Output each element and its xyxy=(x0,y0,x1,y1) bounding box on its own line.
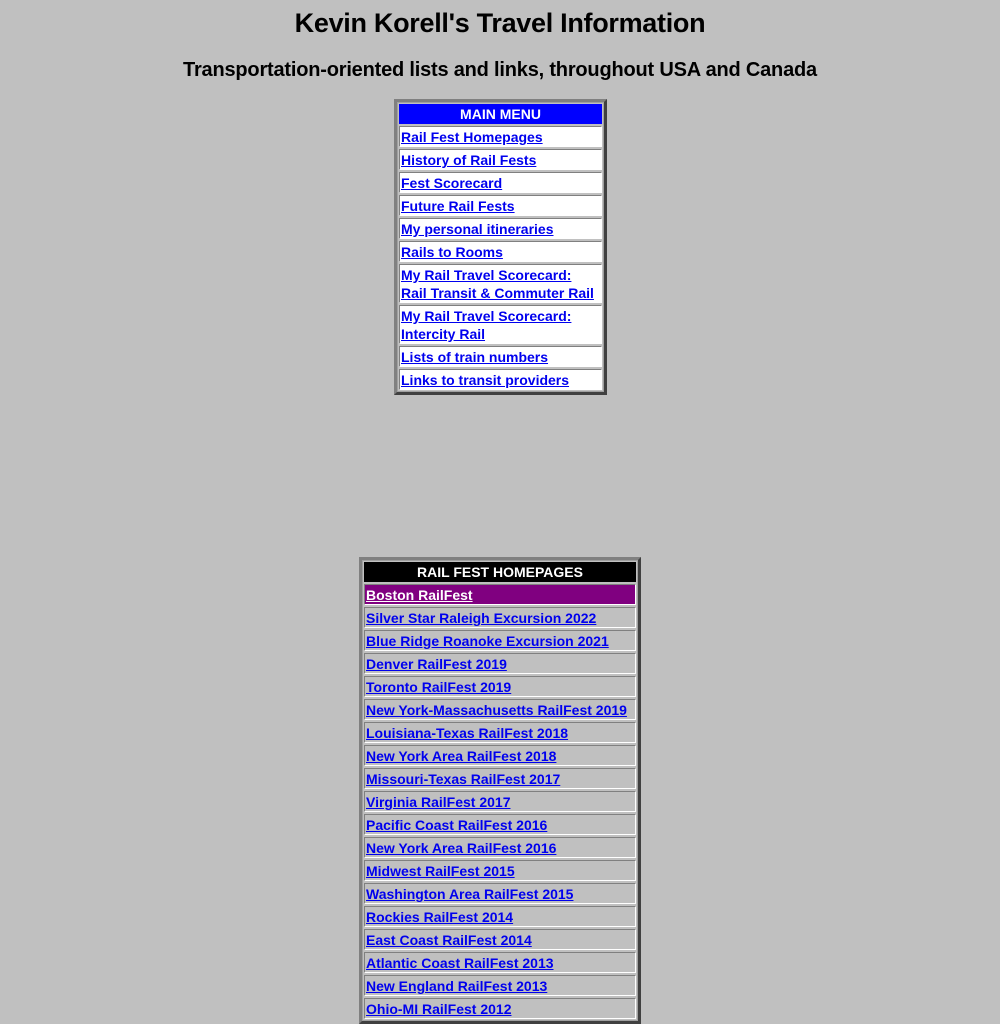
main-menu-link[interactable] xyxy=(401,244,503,260)
railfest-link[interactable]: Missouri-Texas RailFest 2017 xyxy=(366,771,561,787)
railfest-menu-heading: RAIL FEST HOMEPAGES xyxy=(364,562,636,582)
main-menu-link[interactable] xyxy=(401,349,548,365)
railfest-menu-row xyxy=(364,584,636,605)
railfest-link[interactable]: Silver Star Raleigh Excursion 2022 xyxy=(366,610,597,626)
main-menu-cell xyxy=(399,218,602,239)
main-menu-link[interactable] xyxy=(401,198,515,214)
railfest-menu-cell xyxy=(364,837,636,858)
main-menu-row xyxy=(399,218,602,239)
main-menu-heading: MAIN MENU xyxy=(399,104,602,124)
railfest-link[interactable]: Midwest RailFest 2015 xyxy=(366,863,515,879)
railfest-menu-cell xyxy=(364,607,636,628)
main-menu-link-text: Rail Transit & Commuter Rail xyxy=(401,285,594,301)
railfest-link[interactable]: Atlantic Coast RailFest 2013 xyxy=(366,955,554,971)
main-menu-row xyxy=(399,305,602,344)
railfest-menu-cell xyxy=(364,745,636,766)
main-menu-cell xyxy=(399,305,602,344)
railfest-menu-cell xyxy=(364,722,636,743)
railfest-menu-row xyxy=(364,952,636,973)
railfest-link[interactable]: New York Area RailFest 2016 xyxy=(366,840,557,856)
railfest-menu-row xyxy=(364,722,636,743)
railfest-link-active[interactable]: Boston RailFest xyxy=(366,587,473,603)
main-menu-row xyxy=(399,369,602,390)
railfest-link[interactable]: Rockies RailFest 2014 xyxy=(366,909,514,925)
railfest-menu-cell xyxy=(364,791,636,812)
main-menu-link-text: My Rail Travel Scorecard: xyxy=(401,267,572,283)
railfest-menu-row xyxy=(364,745,636,766)
railfest-menu-row xyxy=(364,630,636,651)
railfest-menu-row xyxy=(364,676,636,697)
main-menu-row xyxy=(399,346,602,367)
railfest-link[interactable]: New York-Massachusetts RailFest 2019 xyxy=(366,702,627,718)
main-menu-link[interactable] xyxy=(401,221,554,237)
main-menu-link-text: Future Rail Fests xyxy=(401,198,515,214)
railfest-menu-row xyxy=(364,607,636,628)
railfest-link[interactable]: East Coast RailFest 2014 xyxy=(366,932,532,948)
railfest-link[interactable]: New York Area RailFest 2018 xyxy=(366,748,557,764)
main-menu-cell xyxy=(399,346,602,367)
main-menu-link[interactable] xyxy=(401,152,536,168)
railfest-menu xyxy=(359,557,641,1024)
main-menu-row xyxy=(399,149,602,170)
main-menu-cell xyxy=(399,172,602,193)
railfest-menu-cell xyxy=(364,584,636,605)
main-menu-row xyxy=(399,172,602,193)
main-menu-link-text: Lists of train numbers xyxy=(401,349,549,365)
railfest-menu-cell xyxy=(364,860,636,881)
main-menu-link-text: Rails to Rooms xyxy=(401,244,503,260)
railfest-menu-row xyxy=(364,653,636,674)
main-menu-cell xyxy=(399,149,602,170)
main-menu-cell xyxy=(399,195,602,216)
main-menu xyxy=(394,99,607,395)
railfest-link[interactable]: Pacific Coast RailFest 2016 xyxy=(366,817,548,833)
main-menu-link[interactable] xyxy=(401,175,502,191)
main-menu-link[interactable] xyxy=(401,308,571,342)
main-menu-link[interactable] xyxy=(401,129,543,145)
railfest-menu-cell xyxy=(364,952,636,973)
railfest-menu-row xyxy=(364,860,636,881)
main-menu-row xyxy=(399,126,602,147)
railfest-link[interactable]: Toronto RailFest 2019 xyxy=(366,679,512,695)
main-menu-link-text: Intercity Rail xyxy=(401,326,486,342)
main-menu-cell xyxy=(399,264,602,303)
railfest-link[interactable]: Denver RailFest 2019 xyxy=(366,656,507,672)
main-menu-row xyxy=(399,264,602,303)
railfest-menu-row xyxy=(364,837,636,858)
railfest-link[interactable]: Louisiana-Texas RailFest 2018 xyxy=(366,725,569,741)
main-menu-link-text: History of Rail Fests xyxy=(401,152,537,168)
railfest-menu-row xyxy=(364,975,636,996)
railfest-menu-cell xyxy=(364,883,636,904)
railfest-menu-cell xyxy=(364,998,636,1019)
main-menu-cell xyxy=(399,126,602,147)
railfest-menu-cell xyxy=(364,768,636,789)
page-title: Kevin Korell's Travel Information xyxy=(294,8,706,38)
railfest-link[interactable]: Virginia RailFest 2017 xyxy=(366,794,511,810)
railfest-menu-cell xyxy=(364,699,636,720)
main-menu-row xyxy=(399,195,602,216)
railfest-menu-cell xyxy=(364,814,636,835)
railfest-link[interactable]: Blue Ridge Roanoke Excursion 2021 xyxy=(366,633,609,649)
railfest-menu-row xyxy=(364,814,636,835)
railfest-menu-row xyxy=(364,791,636,812)
main-menu-link-text: My Rail Travel Scorecard: xyxy=(401,308,572,324)
railfest-link[interactable]: Ohio-MI RailFest 2012 xyxy=(366,1001,512,1017)
railfest-menu-cell xyxy=(364,906,636,927)
main-menu-link[interactable] xyxy=(401,267,594,301)
railfest-menu-row xyxy=(364,883,636,904)
main-menu-cell xyxy=(399,369,602,390)
railfest-link[interactable]: New England RailFest 2013 xyxy=(366,978,548,994)
railfest-menu-cell xyxy=(364,676,636,697)
railfest-menu-row xyxy=(364,768,636,789)
main-menu-link-text: Fest Scorecard xyxy=(401,175,503,191)
page-subtitle: Transportation-oriented lists and links, throughout USA and Canada xyxy=(183,59,817,81)
railfest-menu-cell xyxy=(364,653,636,674)
railfest-menu-cell xyxy=(364,630,636,651)
railfest-menu-row xyxy=(364,929,636,950)
main-menu-link-text: My personal itineraries xyxy=(401,221,554,237)
railfest-menu-row xyxy=(364,699,636,720)
railfest-menu-cell xyxy=(364,929,636,950)
railfest-link[interactable]: Washington Area RailFest 2015 xyxy=(366,886,574,902)
main-menu-link-text: Rail Fest Homepages xyxy=(401,129,543,145)
railfest-menu-row xyxy=(364,906,636,927)
railfest-menu-row xyxy=(364,998,636,1019)
main-menu-row xyxy=(399,241,602,262)
railfest-menu-cell xyxy=(364,975,636,996)
main-menu-link[interactable] xyxy=(401,372,569,388)
main-menu-link-text: Links to transit providers xyxy=(401,372,570,388)
main-menu-cell xyxy=(399,241,602,262)
